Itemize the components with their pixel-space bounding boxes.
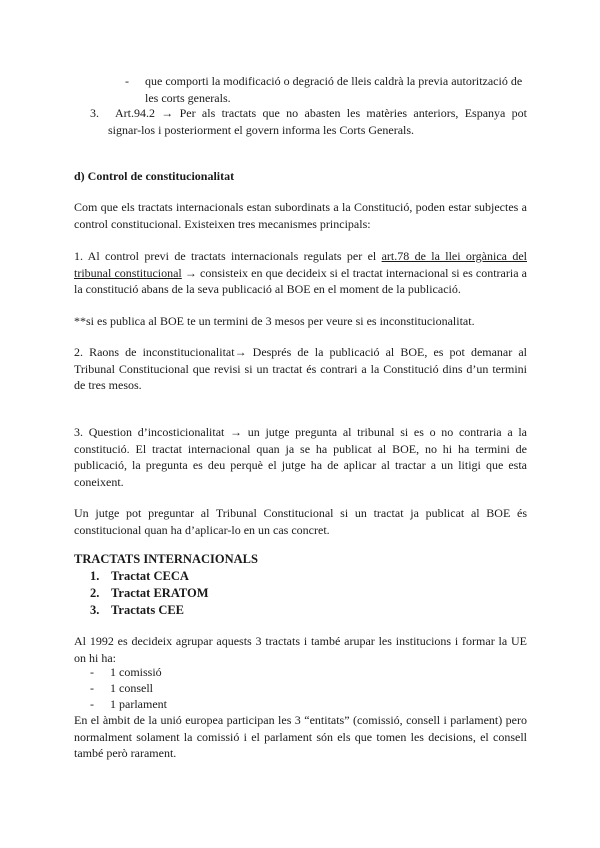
eu-decisions-paragraph: En el àmbit de la unió europea participan les 3 “entitats” (comissió, consell i parlament) pero normalment solament la comissió i el parlament són els que tomen les decisions, el consell també però rarament. <box>74 713 527 760</box>
boe-note: **si es publica al BOE te un termini de 3 mesos per veure si es inconstitucionalitat. <box>74 314 475 328</box>
treaties-heading: TRACTATS INTERNACIONALS <box>74 552 258 566</box>
article-94-line-2: signar-los i posteriorment el govern informa les Corts Generals. <box>108 122 415 137</box>
treaty-item <box>90 568 189 585</box>
institution-dash: - <box>90 665 94 679</box>
bullet-text-line-2: les corts generals. <box>145 90 231 105</box>
institution-label: 1 parlament <box>110 697 167 711</box>
institution-item <box>90 664 510 681</box>
mechanism-3-paragraph: 3. Question d’incosticionalitat → un jutge pregunta al tribunal si es o no contraria a la constitució. El tractat internacional quan ja se ha publicat al BOE, no hi ha termini de publicació, la pregunta es deu perquè el jutge ha de aplicar al tractar a un litigi que esta coneixent. <box>74 425 527 489</box>
article-78-link[interactable]: art.78 de la llei orgànica del tribunal constitucional <box>74 249 527 280</box>
institution-label: 1 comissió <box>110 665 162 679</box>
treaty-label: Tractats CEE <box>111 603 185 617</box>
mechanism-1-rest: → consisteix en que decideix si el tractat internacional si es contraria a la constitució abans de la seva publicació al BOE en el moment de la publicació. <box>74 265 527 296</box>
institution-dash: - <box>90 681 94 695</box>
bullet-text-line-1: que comporti la modificació o degració de lleis caldrà la previa autorització de <box>145 74 523 88</box>
mechanism-1-lead: 1. Al control previ de tractats internacionals regulats per el <box>74 249 382 263</box>
bullet-item <box>125 73 545 106</box>
judge-paragraph: Un jutge pot preguntar al Tribunal Constitucional si un tractat ja publicat al BOE és constitucional quan ha d’aplicar-lo en un cas concret. <box>74 506 527 537</box>
mechanism-2-paragraph: 2. Raons de inconstitucionalitat→ Després de la publicació al BOE, es pot demanar al Tribunal Constitucional que revisi si un tractat és contrari a la Constitució dins d’un termini de tres mesos. <box>74 345 527 392</box>
treaty-item <box>90 602 184 619</box>
institution-item <box>90 680 510 697</box>
treaty-label: Tractat CECA <box>111 569 189 583</box>
bullet-dash: - <box>125 74 129 88</box>
section-d-heading: d) Control de constitucionalitat <box>74 169 235 183</box>
treaty-label: Tractat ERATOM <box>111 586 209 600</box>
mechanism-1-paragraph <box>74 248 527 298</box>
section-d-intro: Com que els tractats internacionals estan subordinats a la Constitució, poden estar subjectes a control constitucional. Existeixen tres mecanismes principals: <box>74 200 527 231</box>
article-94-num: 3. <box>90 106 99 120</box>
institution-item <box>90 696 510 713</box>
treaty-num: 3. <box>90 603 100 617</box>
treaty-item <box>90 585 209 602</box>
ue-paragraph: Al 1992 es decideix agrupar aquests 3 tractats i també arupar les institucions i formar la UE on hi ha: <box>74 634 527 665</box>
treaty-num: 1. <box>90 569 100 583</box>
institution-dash: - <box>90 697 94 711</box>
institution-label: 1 consell <box>110 681 153 695</box>
treaty-num: 2. <box>90 586 100 600</box>
article-94-line-1: Art.94.2 → Per als tractats que no abasten les matèries anteriors, Espanya pot <box>115 106 527 120</box>
